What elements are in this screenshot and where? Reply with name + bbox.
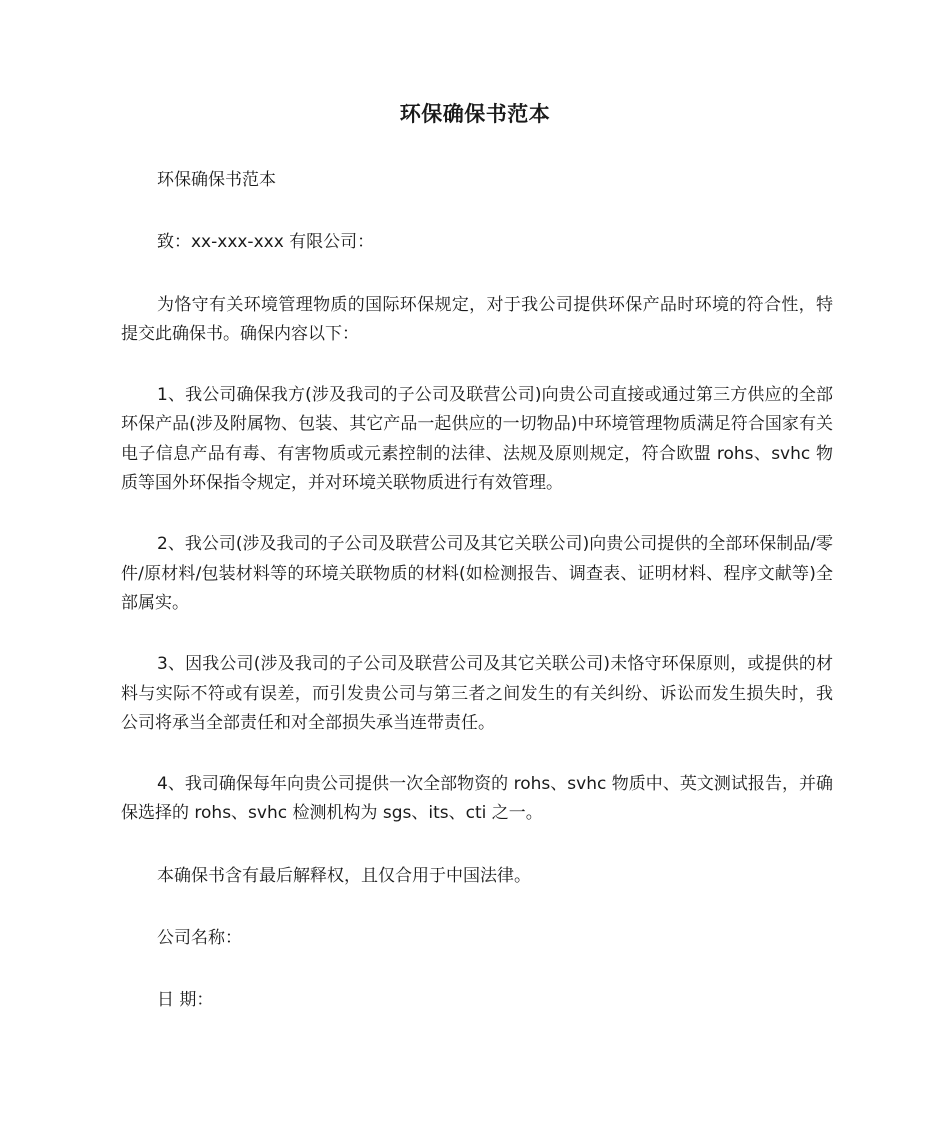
- clause-4-paragraph: 4、我司确保每年向贵公司提供一次全部物资的 rohs、svhc 物质中、英文测试报告，并确保选择的 rohs、svhc 检测机构为 sgs、its、cti 之一。: [121, 774, 833, 824]
- clause-3-paragraph: 3、因我公司(涉及我司的子公司及联营公司及其它关联公司)未恪守环保原则，或提供的材料与实际不符或有误差，而引发贵公司与第三者之间发生的有关纠纷、诉讼而发生损失时，我公司将承当全部责任和对全部损失承当连带责任。: [121, 654, 833, 733]
- document-body: [121, 166, 833, 1049]
- document-title: 环保确保书范本: [399, 102, 551, 126]
- clause-1-paragraph: 1、我公司确保我方(涉及我司的子公司及联营公司)向贵公司直接或通过第三方供应的全部环保产品(涉及附属物、包装、其它产品一起供应的一切物品)中环境管理物质满足符合国家有关电子信息产品有毒、有害物质或元素控制的法律、法规及原则规定，符合欧盟 rohs、svhc 物质等国外环保指令规定，并对环境关联物质进行有效管理。: [121, 385, 833, 494]
- clause-2-paragraph: 2、我公司(涉及我司的子公司及联营公司及其它关联公司)向贵公司提供的全部环保制品/零件/原材料/包装材料等的环境关联物质的材料(如检测报告、调查表、证明材料、程序文献等)全部属实。: [121, 534, 833, 613]
- intro-paragraph: 为恪守有关环境管理物质的国际环保规定，对于我公司提供环保产品时环境的符合性，特提交此确保书。确保内容以下：: [121, 294, 833, 344]
- date-label: 日 期：: [157, 990, 214, 1011]
- salutation-paragraph: 致：xx-xxx-xxx 有限公司：: [157, 232, 375, 253]
- interpretation-paragraph: 本确保书含有最后解释权，且仅合用于中国法律。: [157, 865, 531, 886]
- company-name-label: 公司名称：: [157, 928, 242, 949]
- subtitle-paragraph: 环保确保书范本: [157, 170, 276, 190]
